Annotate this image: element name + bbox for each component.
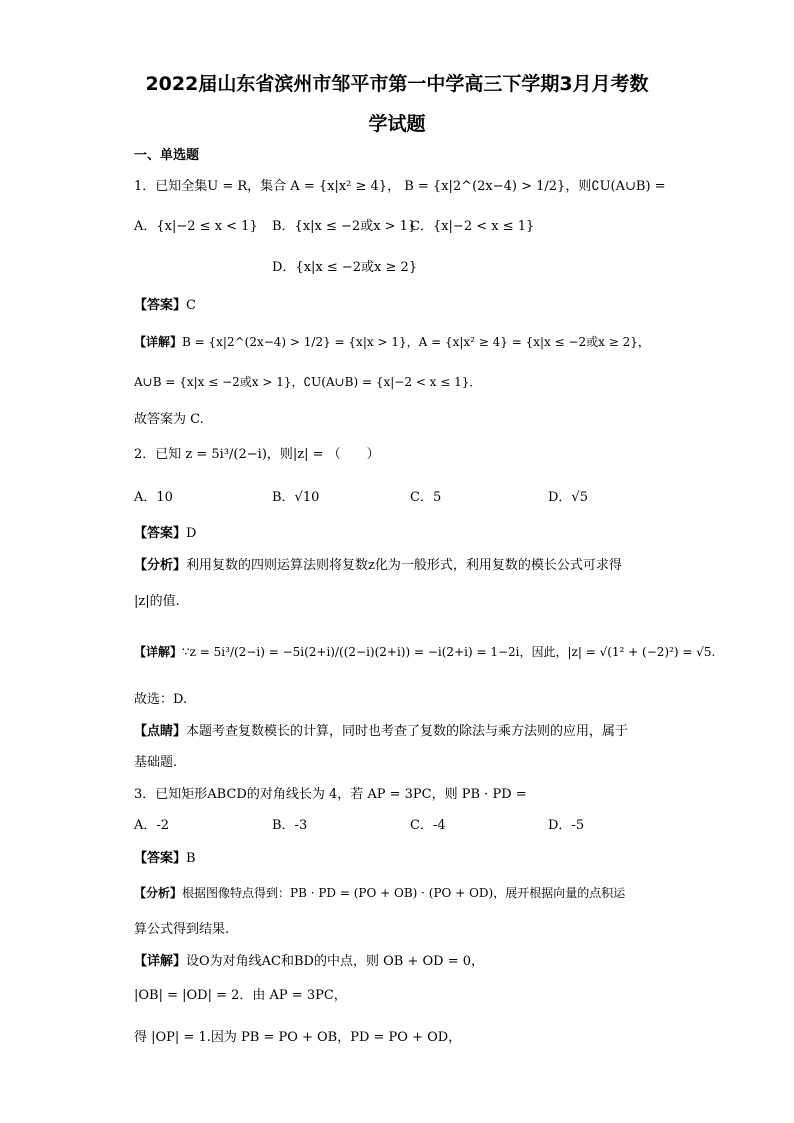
q1-stem: 1．已知全集U = R，集合 A = {x|x² ≥ 4}， B = {x|2^(2x−4) > 1/2}，则∁U(A∪B) = xyxy=(134,179,666,194)
q1-detail-line-1 xyxy=(134,333,650,351)
q3-option-c: C．-4 xyxy=(410,818,446,833)
q2-analysis-line-1 xyxy=(134,557,622,575)
q2-detail-tag: 【详解】 xyxy=(134,645,183,659)
q2-option-a: A．10 xyxy=(134,490,173,505)
q3-option-d: D．-5 xyxy=(548,818,585,833)
q2-comment-line-2: 基础题. xyxy=(134,755,178,770)
q1-option-b: B．{x|x ≤ −2或x > 1} xyxy=(272,219,417,234)
q2-detail-line xyxy=(134,643,715,661)
q1-answer-line xyxy=(134,297,196,315)
q2-answer-line xyxy=(134,525,196,543)
q2-analysis-tag: 【分析】 xyxy=(134,558,187,573)
q1-answer-tag: 【答案】 xyxy=(134,298,187,313)
q2-answer-tag: 【答案】 xyxy=(134,526,187,541)
q3-stem: 3．已知矩形ABCD的对角线长为 4，若 AP = 3PC，则 PB · PD = xyxy=(134,787,527,802)
q2-analysis-line-2: |z|的值. xyxy=(134,594,180,609)
q1-detail-text-1: B = {x|2^(2x−4) > 1/2} = {x|x > 1}，A = {x|x² ≥ 4} = {x|x ≤ −2或x ≥ 2}， xyxy=(182,335,650,349)
q3-answer-tag: 【答案】 xyxy=(134,851,187,866)
q2-stem: 2．已知 z = 5i³/(2−i)，则|z| = （ ） xyxy=(134,447,380,462)
q2-option-d: D．√5 xyxy=(548,490,588,505)
q2-comment-tag: 【点睛】 xyxy=(134,724,187,739)
document-title-line-1: 2022届山东省滨州市邹平市第一中学高三下学期3月月考数 xyxy=(145,73,649,95)
q1-detail-tag: 【详解】 xyxy=(134,335,183,349)
q3-option-a: A．-2 xyxy=(134,818,170,833)
section-heading-single-choice: 一、单选题 xyxy=(134,148,200,163)
q1-option-c: C．{x|−2 < x ≤ 1} xyxy=(410,219,535,234)
document-title-line-2: 学试题 xyxy=(368,113,426,135)
q1-option-d: D．{x|x ≤ −2或x ≥ 2} xyxy=(272,260,418,275)
q1-conclusion: 故答案为 C. xyxy=(134,412,204,427)
q2-option-b: B．√10 xyxy=(272,490,320,505)
q2-answer-value: D xyxy=(186,526,197,541)
q3-detail-line-3: 得 |OP| = 1.因为 PB = PO + OB，PD = PO + OD， xyxy=(134,1030,462,1045)
q2-analysis-text-1: 利用复数的四则运算法则将复数z化为一般形式，利用复数的模长公式可求得 xyxy=(186,558,622,573)
q3-answer-value: B xyxy=(186,851,196,866)
q3-analysis-tag: 【分析】 xyxy=(134,886,183,900)
q3-detail-text-1: 设O为对角线AC和BD的中点，则 OB + OD = 0， xyxy=(186,954,484,969)
q1-option-a: A．{x|−2 ≤ x < 1} xyxy=(134,219,258,234)
q2-comment-text-1: 本题考查复数模长的计算，同时也考查了复数的除法与乘方法则的应用，属于 xyxy=(186,724,629,739)
q3-detail-tag: 【详解】 xyxy=(134,954,187,969)
q3-analysis-line-2: 算公式得到结果. xyxy=(134,922,230,937)
q2-comment-line-1 xyxy=(134,723,628,741)
q3-detail-line-2: |OB| = |OD| = 2．由 AP = 3PC， xyxy=(134,988,347,1003)
q1-detail-line-2: A∪B = {x|x ≤ −2或x > 1}，∁U(A∪B) = {x|−2 < x ≤ 1}． xyxy=(134,375,482,389)
q3-analysis-line-1 xyxy=(134,884,625,902)
q2-conclusion: 故选：D. xyxy=(134,692,188,707)
q3-detail-line-1 xyxy=(134,953,484,971)
q2-detail-text: ∵z = 5i³/(2−i) = −5i(2+i)/((2−i)(2+i)) = −i(2+i) = 1−2i，因此，|z| = √(1² + (−2)²) = √5. xyxy=(182,645,716,659)
q3-option-b: B．-3 xyxy=(272,818,308,833)
q3-answer-line xyxy=(134,850,196,868)
q2-option-c: C．5 xyxy=(410,490,442,505)
q3-analysis-text-1: 根据图像特点得到：PB · PD = (PO + OB) · (PO + OD)，展开根据向量的点积运 xyxy=(182,886,626,900)
q1-answer-value: C xyxy=(186,298,196,313)
